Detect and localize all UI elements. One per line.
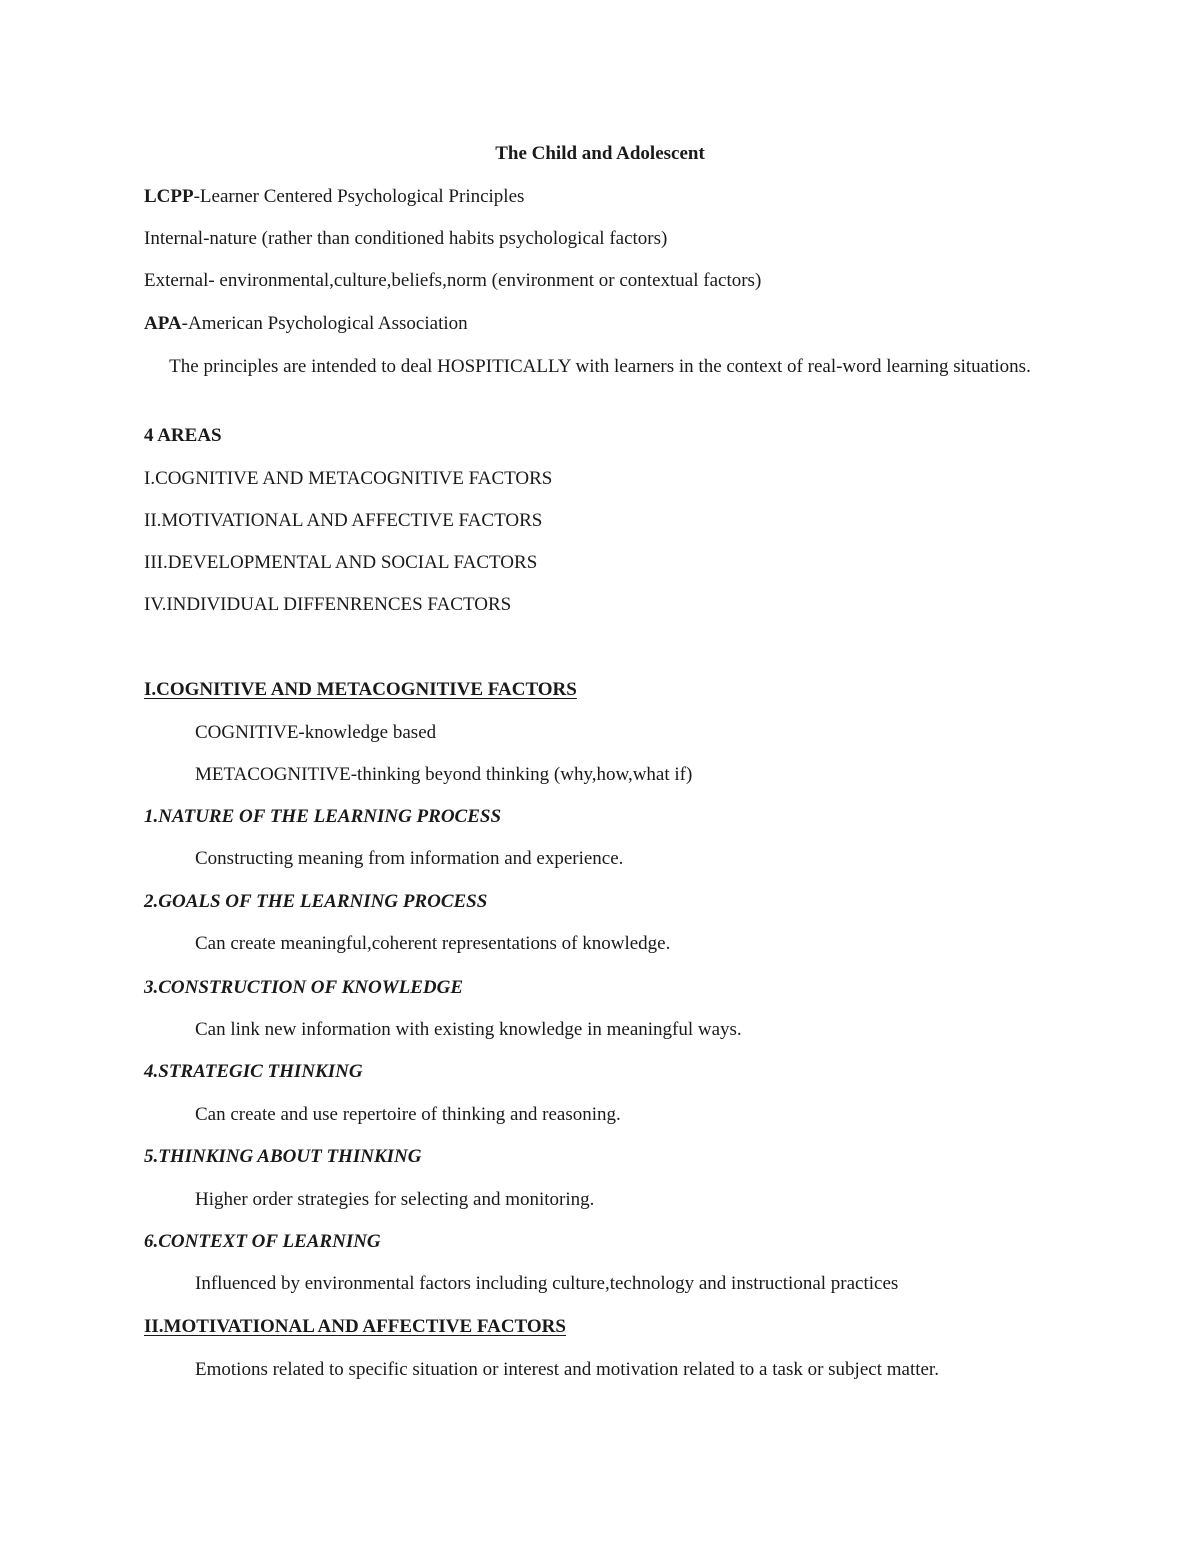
principles-note: The principles are intended to deal HOSPITICALLY with learners in the context of real-word learning situations. [169, 356, 1031, 377]
subsection-text: Can create meaningful,coherent representations of knowledge. [195, 933, 671, 954]
definition-text: -Learner Centered Psychological Principles [193, 186, 525, 207]
subsection-text: Can link new information with existing knowledge in meaningful ways. [195, 1019, 742, 1040]
subsection-heading: 2.GOALS OF THE LEARNING PROCESS [144, 891, 488, 912]
section-text: Emotions related to specific situation or interest and motivation related to a task or subject matter. [195, 1359, 939, 1380]
subsection-heading: 5.THINKING ABOUT THINKING [144, 1146, 422, 1167]
definition-apa [144, 311, 1056, 337]
subsection-text: Higher order strategies for selecting and monitoring. [195, 1189, 595, 1210]
definition-internal: Internal-nature (rather than conditioned habits psychological factors) [144, 228, 668, 249]
subsection-heading: 1.NATURE OF THE LEARNING PROCESS [144, 806, 502, 827]
areas-heading: 4 AREAS [144, 425, 222, 446]
subsection-text: Can create and use repertoire of thinking and reasoning. [195, 1104, 621, 1125]
definition-text: -American Psychological Association [181, 313, 468, 334]
subsection-text: Influenced by environmental factors including culture,technology and instructional practices [195, 1273, 899, 1294]
section-heading: II.MOTIVATIONAL AND AFFECTIVE FACTORS [144, 1316, 566, 1337]
subsection-heading: 6.CONTEXT OF LEARNING [144, 1231, 381, 1252]
section-heading: I.COGNITIVE AND METACOGNITIVE FACTORS [144, 679, 577, 700]
definition-lcpp [144, 184, 1056, 210]
area-item: I.COGNITIVE AND METACOGNITIVE FACTORS [144, 468, 553, 489]
definition-external: External- environmental,culture,beliefs,norm (environment or contextual factors) [144, 270, 762, 291]
definition-term: APA [144, 313, 182, 334]
subsection-heading: 4.STRATEGIC THINKING [144, 1061, 363, 1082]
area-item: III.DEVELOPMENTAL AND SOCIAL FACTORS [144, 552, 538, 573]
definition-term: LCPP [144, 186, 194, 207]
subsection-text: Constructing meaning from information and experience. [195, 848, 624, 869]
section-note: METACOGNITIVE-thinking beyond thinking (why,how,what if) [195, 764, 693, 785]
section-note: COGNITIVE-knowledge based [195, 722, 437, 743]
area-item: IV.INDIVIDUAL DIFFENRENCES FACTORS [144, 594, 512, 615]
subsection-heading: 3.CONSTRUCTION OF KNOWLEDGE [144, 977, 464, 998]
area-item: II.MOTIVATIONAL AND AFFECTIVE FACTORS [144, 510, 543, 531]
document-title: The Child and Adolescent [495, 143, 705, 164]
